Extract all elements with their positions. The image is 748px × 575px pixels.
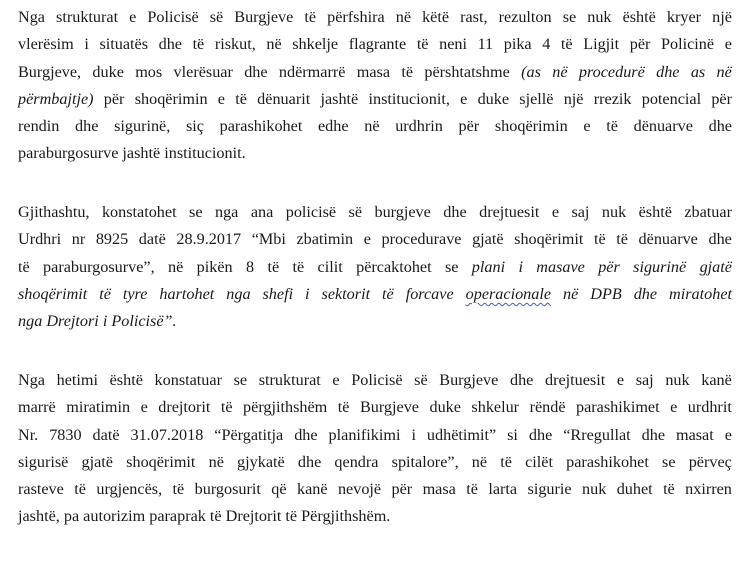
text-word: për (458, 117, 480, 136)
text-word: e (670, 398, 678, 417)
text-line (18, 4, 732, 31)
text-word: 31.07.2018 (130, 425, 204, 444)
text-word: përmbajtje) (18, 89, 94, 108)
text-word: “Përgatitja (214, 425, 284, 444)
text-word: nuk (601, 203, 627, 221)
text-word: dhe (633, 284, 658, 303)
text-word: dhe (641, 425, 666, 444)
text-word: tyre (122, 284, 148, 303)
text-word: në (364, 117, 380, 136)
text-word: Ligjit (583, 35, 620, 54)
text-word: duke (429, 398, 461, 417)
text-word: gjykatë (237, 452, 285, 471)
text-word: burgjeve (374, 203, 431, 221)
text-word: përfshira (327, 8, 385, 26)
text-word: miratimin (66, 398, 131, 417)
text-line (18, 31, 732, 58)
text-word: sigurinë, (114, 117, 171, 136)
text-word: të (466, 480, 478, 499)
text-word: e (724, 425, 732, 444)
text-word: nevojë (337, 480, 382, 499)
spellcheck-underlined-word: operacionale (465, 284, 552, 303)
text-word: Burgjeve (439, 371, 499, 389)
text-word: edhe (318, 117, 349, 136)
text-word: 8 (246, 257, 255, 276)
text-word: vlerësuar (173, 62, 233, 81)
paragraph-1 (18, 4, 732, 168)
text-word: i (518, 257, 523, 276)
text-word: dënuarve (638, 230, 698, 249)
text-word: të (99, 284, 111, 303)
text-word: policisë (285, 203, 337, 221)
text-word: gjatë (699, 257, 732, 276)
text-word: një (712, 8, 732, 26)
text-word: drejtuesit (479, 203, 540, 221)
text-word: për (629, 35, 651, 54)
text-word: e (129, 8, 137, 26)
text-word: e (363, 230, 371, 249)
text-word: të (292, 257, 305, 276)
text-word: spitalore”, (391, 452, 459, 471)
text-word: cilit (317, 257, 343, 276)
text-word: e (551, 203, 559, 221)
text-line (18, 59, 732, 86)
text-word: planifikimi (328, 425, 401, 444)
text-word: nga (226, 284, 251, 303)
text-word: urdhrin (395, 117, 443, 136)
italic-fragment: (as (521, 62, 541, 81)
text-word: kanë (296, 480, 328, 499)
text-word: të (172, 480, 185, 499)
text-line (18, 449, 732, 476)
text-word: datë (138, 230, 166, 249)
text-word: në (266, 35, 282, 54)
text-word: dhe (75, 117, 99, 136)
text-word: duhet (616, 480, 653, 499)
text-word: është (622, 8, 656, 26)
text-word: rendin (18, 117, 60, 136)
text-word: duke (92, 62, 124, 81)
text-word: se (562, 8, 577, 26)
text-word: shefi (262, 284, 294, 303)
text-word: Nga (18, 8, 45, 26)
text-word: dhe (244, 62, 268, 81)
text-word: parashikimet (576, 398, 660, 417)
text-word: dënuarit (257, 89, 311, 108)
text-word: të (606, 117, 618, 136)
text-word: Burgjeve (359, 398, 419, 417)
text-word: 8925 (95, 230, 129, 249)
text-word: të (304, 8, 317, 26)
text-word: qendra (334, 452, 379, 471)
text-word: forcave (405, 284, 454, 303)
text-word: për (598, 257, 620, 276)
text-word: nuk (665, 371, 690, 389)
text-word: Gjithashtu, (18, 203, 90, 221)
text-word: siç (185, 117, 204, 136)
text-word: në (471, 452, 488, 471)
text-word: shoqërimin (494, 117, 568, 136)
text-word: zbatimin (296, 230, 354, 249)
text-line (18, 86, 732, 113)
text-word: konstatuar (154, 371, 222, 389)
text-word: masave (536, 257, 585, 276)
text-word: të (401, 62, 414, 81)
text-word: sjellë (519, 89, 554, 108)
text-word: 7830 (49, 425, 82, 444)
text-word: nr (71, 230, 86, 249)
text-word: “Mbi (251, 230, 286, 249)
text-word: që (271, 480, 287, 499)
text-word: 28.9.2017 (176, 230, 242, 249)
text-word: të (18, 257, 30, 276)
text-word: si (507, 425, 518, 444)
text-line (18, 199, 732, 226)
text-word: drejtorit (158, 398, 211, 417)
text-word: parashikohet (219, 117, 303, 136)
text-word: për (103, 89, 125, 108)
text-word: saj (571, 203, 590, 221)
text-line: jashtë, pa autorizim paraprak të Drejtorit të Përgjithshëm. (18, 507, 391, 526)
text-word: jashtë (320, 89, 359, 108)
text-word: se (233, 371, 248, 389)
text-word: të (220, 398, 233, 417)
text-word: duke (477, 89, 510, 108)
italic-fragment: procedurë (578, 62, 645, 81)
text-word: hartohet (159, 284, 215, 303)
paragraph-3 (18, 367, 732, 531)
text-word: Nga (18, 371, 45, 389)
text-word: strukturat (258, 371, 321, 389)
text-word: sigurie (527, 480, 572, 499)
text-word: dhe (708, 230, 732, 249)
text-word: këtë (422, 8, 450, 26)
text-word: sigurisë (18, 452, 69, 471)
text-word: dhe (443, 203, 467, 221)
italic-fragment: në (716, 62, 732, 81)
text-word: i (84, 35, 89, 54)
text-word: zbatuar (684, 203, 732, 221)
text-word: institucionit, (368, 89, 450, 108)
text-word: të (337, 398, 350, 417)
text-word: të (500, 452, 512, 471)
text-word: një (563, 89, 584, 108)
text-word: ana (250, 203, 274, 221)
text-word: paraburgosurve”, (43, 257, 155, 276)
text-word: Burgjeve, (18, 62, 82, 81)
text-word: të (560, 35, 573, 54)
text-word: larta (488, 480, 518, 499)
text-word: sigurinë (633, 257, 687, 276)
text-word: urdhrit (687, 398, 732, 417)
text-word: shkelje (292, 35, 339, 54)
text-word: Urdhri (18, 230, 62, 249)
text-word: Nr. (18, 425, 39, 444)
text-word: dhe (297, 452, 322, 471)
text-word: e (217, 89, 225, 108)
text-word: vlerësim (18, 35, 74, 54)
text-word: kryer (666, 8, 702, 26)
text-word: nxirren (685, 480, 732, 499)
italic-fragment: as (690, 62, 706, 81)
text-word: shoqërimit (514, 230, 584, 249)
text-word: flagrante (348, 35, 407, 54)
text-word: Policisë (351, 371, 403, 389)
text-word: gjatë (472, 230, 504, 249)
text-word: rezulton (498, 8, 552, 26)
text-word: e (332, 371, 340, 389)
text-word: të (74, 480, 86, 499)
text-word: 11 (477, 35, 494, 54)
text-word: gjatë (81, 452, 113, 471)
text-line (18, 226, 732, 253)
text-word: shoqërimit (18, 284, 88, 303)
text-word: e (724, 35, 732, 54)
text-word: strukturat (56, 8, 119, 26)
text-word: dënuarve (633, 117, 693, 136)
text-word: përcaktohet (356, 257, 432, 276)
text-word: nuk (587, 8, 612, 26)
text-word: pika (503, 35, 532, 54)
text-word: urgjencës, (96, 480, 163, 499)
text-word: DPB (590, 284, 622, 303)
text-word: për (391, 480, 413, 499)
text-line (18, 422, 732, 449)
text-word: hetimi (56, 371, 98, 389)
text-word: masa (422, 480, 456, 499)
text-word: së (348, 203, 363, 221)
text-word: plani (471, 257, 506, 276)
text-word: shoqërimin (134, 89, 208, 108)
text-word: së (209, 8, 224, 26)
text-word: të (416, 35, 429, 54)
italic-fragment: dhe (656, 62, 680, 81)
text-word: “Rregullat (563, 425, 631, 444)
text-word: drejtuesit (544, 371, 606, 389)
text-word: dhe (158, 35, 182, 54)
text-line (18, 281, 732, 308)
text-word: e (583, 117, 591, 136)
text-word: potencial (641, 89, 702, 108)
text-word: e (460, 89, 468, 108)
text-line: paraburgosurve jashtë institucionit. (18, 144, 246, 163)
text-word: burgosurit (194, 480, 261, 499)
text-word: udhëtimit” (426, 425, 497, 444)
text-word: rasteve (18, 480, 64, 499)
text-word: 4 (542, 35, 551, 54)
text-word: shoqërimit (126, 452, 196, 471)
text-word: se (189, 203, 203, 221)
text-word: neni (439, 35, 467, 54)
text-word: Policisë (147, 8, 199, 26)
text-line (18, 254, 732, 281)
text-word: është (638, 203, 672, 221)
text-word: saj (635, 371, 654, 389)
paragraph-2 (18, 199, 732, 335)
text-word: të (593, 230, 606, 249)
text-word: të (663, 480, 675, 499)
text-word: sektorit (321, 284, 371, 303)
text-word: ndërmarrë (278, 62, 346, 81)
text-word: rast, (460, 8, 488, 26)
text-word: kanë (701, 371, 732, 389)
text-word: dhe (509, 371, 534, 389)
text-word: Policinë (661, 35, 715, 54)
text-word: në (395, 8, 411, 26)
text-word: të (382, 284, 394, 303)
text-word: mos (135, 62, 163, 81)
text-word: së (414, 371, 428, 389)
text-word: parashikohet (566, 452, 649, 471)
text-word: miratohet (669, 284, 732, 303)
text-word: Burgjeve (234, 8, 294, 26)
text-word: në (168, 257, 184, 276)
text-word: se (662, 452, 676, 471)
text-word: përgjithshëm (243, 398, 328, 417)
text-word: procedurave (381, 230, 462, 249)
text-word: riskut, (214, 35, 256, 54)
text-word: i (411, 425, 416, 444)
text-word: për (711, 89, 732, 108)
text-word: në (208, 452, 224, 471)
text-word: shkelur (471, 398, 520, 417)
text-word: nga (214, 203, 239, 221)
text-word: përveç (688, 452, 732, 471)
text-word: cilët (525, 452, 553, 471)
text-word: në (563, 284, 579, 303)
text-word: dhe (528, 425, 553, 444)
text-word: dhe (294, 425, 318, 444)
text-word: pikën (196, 257, 233, 276)
text-line (18, 367, 732, 394)
text-line (18, 476, 732, 503)
text-word: të (235, 89, 247, 108)
text-word: marrë (18, 398, 56, 417)
text-word: i (305, 284, 310, 303)
text-word: dhe (708, 117, 732, 136)
text-word: datë (92, 425, 120, 444)
text-word: është (109, 371, 143, 389)
text-word: të (192, 35, 205, 54)
text-word: të (267, 257, 280, 276)
text-word: se (444, 257, 459, 276)
text-word: situatës (99, 35, 148, 54)
text-line (18, 113, 732, 140)
text-word: përshtatshme (424, 62, 510, 81)
italic-fragment: në (552, 62, 568, 81)
text-word: rëndë (529, 398, 566, 417)
text-word: nuk (582, 480, 607, 499)
text-word: e (616, 371, 625, 389)
text-line: nga Drejtori i Policisë”. (18, 312, 177, 331)
text-word: konstatohet (101, 203, 177, 221)
text-word: e (140, 398, 148, 417)
text-word: rrezik (593, 89, 632, 108)
text-word: të (616, 230, 628, 249)
text-line (18, 394, 732, 421)
text-word: masat (675, 425, 714, 444)
text-word: masa (356, 62, 391, 81)
